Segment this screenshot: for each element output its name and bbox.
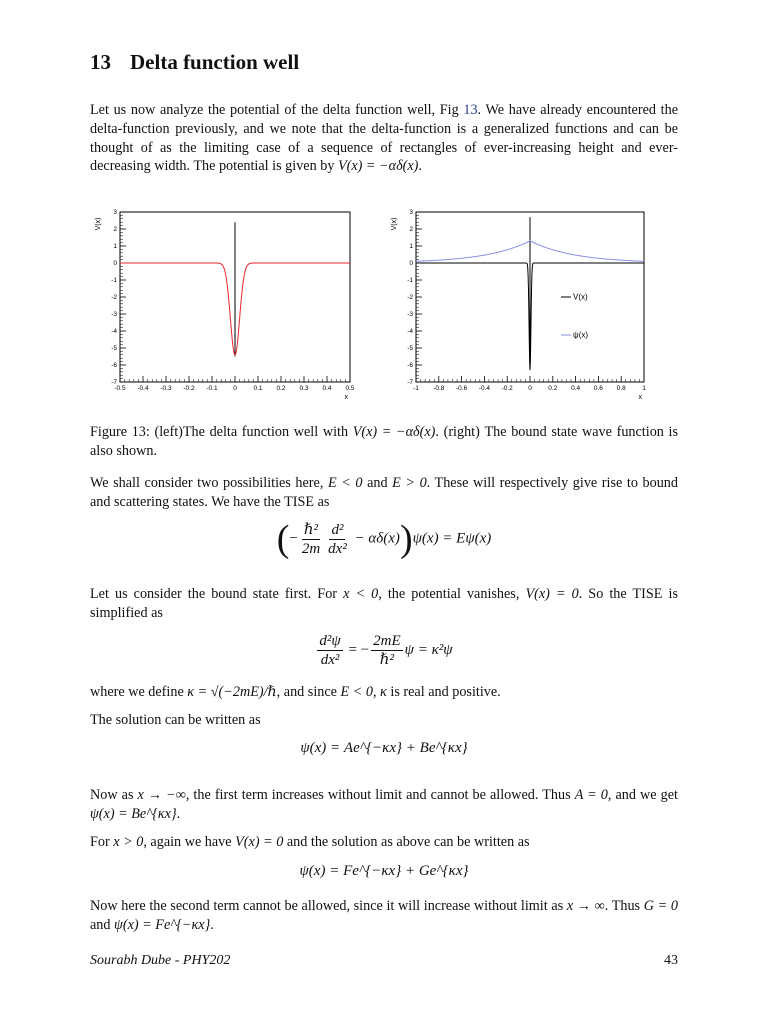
equation-right-solution: ψ(x) = Fe^{−κx} + Ge^{κx} — [299, 863, 469, 879]
x-tick-label: -0.3 — [160, 385, 172, 392]
y-tick-label: -6 — [407, 362, 413, 369]
p8-text-3: and — [90, 916, 115, 933]
y-axis-label: V(x) — [95, 217, 102, 231]
y-tick-label: -4 — [407, 328, 413, 335]
p6-formula-1: x → −∞ — [137, 787, 186, 803]
p8-formula-2: G = 0 — [643, 898, 678, 914]
y-tick-label: -2 — [407, 294, 413, 301]
y-tick-label: 1 — [113, 243, 117, 250]
section-number: 13 — [90, 50, 111, 74]
p2-text-1: We shall consider two possibilities here, — [90, 475, 328, 491]
x-tick-label: 0.4 — [571, 385, 581, 392]
eq2-den-1: dx² — [320, 652, 340, 668]
p2-text-3: . These will respectively give rise to bound and scattering states. We have the TISE as — [90, 475, 678, 510]
eq1-den-1: 2m — [301, 540, 321, 557]
caption-formula: V(x) = −αδ(x) — [352, 424, 436, 440]
p4-formula-3: κ — [380, 684, 387, 700]
footer-author: Sourabh Dube - PHY202 — [90, 953, 231, 968]
y-tick-label: 1 — [409, 243, 413, 250]
p3-text-1: Let us consider the bound state first. For — [90, 586, 344, 602]
p2-text-2: and — [362, 475, 393, 491]
eq2-equals: = − — [344, 641, 370, 658]
x-tick-label: -0.2 — [501, 385, 513, 392]
y-tick-label: -7 — [407, 379, 413, 386]
p6-formula-3: ψ(x) = Be^{κx} — [90, 805, 177, 822]
intro-text-2: . We have already encountered the delta-function previously, and we note that the delta-function is a generalized functions and can be thought of as the limiting case of a sequence of rectangles of ever-increasing height and ever-decreasing width. The potential is given by — [90, 102, 678, 175]
figure-13 — [90, 200, 680, 405]
p2-formula-2: E > 0 — [392, 475, 427, 491]
x-axis-label: x — [638, 394, 642, 401]
p2-formula-1: E < 0 — [327, 475, 363, 491]
section-title-text: Delta function well — [130, 50, 300, 74]
p3-text-2: , the potential vanishes, — [378, 586, 526, 602]
y-tick-label: -6 — [111, 362, 117, 369]
p6-text-1: Now as — [90, 787, 138, 803]
p3-formula-1: x < 0 — [343, 586, 379, 602]
eq1-right-paren: ) — [399, 518, 413, 560]
x-tick-label: -0.8 — [433, 385, 445, 392]
eq2-num-2: 2mE — [373, 633, 401, 649]
x-tick-label: -0.5 — [114, 385, 126, 392]
y-tick-label: 3 — [409, 209, 413, 216]
eq1-minus: − — [289, 530, 298, 547]
intro-end: . — [418, 158, 422, 175]
eq2-rhs: ψ = κ²ψ — [404, 641, 453, 658]
p6-text-3: , and we get — [607, 787, 678, 803]
eq1-left-paren: ( — [276, 518, 290, 560]
x-tick-label: 0.5 — [345, 385, 355, 392]
x-tick-label: -1 — [413, 385, 419, 392]
equation-general-solution: ψ(x) = Ae^{−κx} + Be^{κx} — [300, 740, 468, 756]
legend-label: V(x) — [573, 292, 588, 302]
eq1-num-1: ℏ² — [303, 521, 319, 538]
p8-text-2: . Thus — [604, 898, 644, 914]
eq2-frac-energy — [371, 632, 403, 669]
caption-text-1: (left)The delta function well with — [149, 424, 353, 440]
eq1-den-2: dx² — [328, 540, 347, 557]
x-tick-label: -0.1 — [206, 385, 218, 392]
eq2-den-2: ℏ² — [379, 652, 394, 668]
y-tick-label: 3 — [113, 209, 117, 216]
y-tick-label: -1 — [407, 277, 413, 284]
p6-text-2: , the first term increases without limit and cannot be allowed. Thus — [185, 787, 575, 803]
p4-formula-1: κ = √(−2mE)/ℏ — [187, 684, 277, 700]
y-tick-label: 0 — [409, 260, 413, 267]
paragraph-right-region — [90, 833, 678, 852]
y-axis-label: V(x) — [391, 217, 398, 231]
equation-simplified — [90, 632, 678, 669]
p8-formula-1: x → ∞ — [566, 898, 605, 914]
eq1-rhs: ψ(x) = Eψ(x) — [412, 530, 492, 547]
p7-text-3: and the solution as above can be written as — [283, 834, 530, 850]
p3-formula-2: V(x) = 0 — [525, 586, 579, 602]
p8-formula-3: ψ(x) = Fe^{−κx} — [114, 916, 211, 933]
eq2-num-1: d²ψ — [319, 633, 341, 649]
y-tick-label: 2 — [113, 226, 117, 233]
x-tick-label: 0.2 — [548, 385, 558, 392]
figure-link[interactable]: 13 — [463, 102, 478, 118]
y-tick-label: -5 — [407, 345, 413, 352]
y-tick-label: -4 — [111, 328, 117, 335]
paragraph-solution-intro: The solution can be written as — [90, 712, 261, 728]
p7-formula-2: V(x) = 0 — [235, 834, 284, 850]
x-tick-label: -0.6 — [455, 385, 468, 392]
y-tick-label: -5 — [111, 345, 117, 352]
x-tick-label: 0.3 — [299, 385, 309, 392]
p3-text-3: . So the TISE is simplified as — [90, 586, 678, 621]
y-tick-label: 2 — [409, 226, 413, 233]
p4-text-2: , and since — [276, 684, 341, 700]
x-tick-label: 0 — [528, 385, 532, 392]
p7-text-1: For — [90, 834, 114, 850]
x-tick-label: 0.2 — [276, 385, 286, 392]
intro-text-1: Let us now analyze the potential of the delta function well, Fig — [90, 102, 464, 118]
legend-label: ψ(x) — [573, 330, 589, 340]
y-tick-label: -1 — [111, 277, 117, 284]
eq1-frac-hbar — [300, 521, 322, 558]
eq1-num-2: d² — [331, 521, 344, 538]
paragraph-bound-state — [90, 585, 678, 623]
intro-paragraph — [90, 101, 678, 176]
p4-text-4: is real and positive. — [386, 684, 501, 700]
p6-formula-2: A = 0 — [574, 787, 608, 803]
x-tick-label: 0.6 — [593, 385, 603, 392]
chart-panel-left — [95, 209, 355, 401]
eq1-potential: − αδ(x) — [350, 530, 400, 547]
paragraph-kappa-definition — [90, 683, 678, 702]
x-tick-label: 0.4 — [322, 385, 332, 392]
x-tick-label: 0.1 — [253, 385, 263, 392]
paragraph-final — [90, 897, 678, 935]
figure-caption — [90, 423, 678, 461]
p4-formula-2: E < 0 — [340, 684, 373, 700]
p8-text-4: . — [210, 916, 214, 933]
x-tick-label: 0 — [233, 385, 237, 392]
p8-text-1: Now here the second term cannot be allowed, since it will increase without limit as — [90, 898, 567, 914]
x-tick-label: -0.4 — [478, 385, 491, 392]
y-tick-label: -2 — [111, 294, 117, 301]
p7-formula-1: x > 0 — [113, 834, 144, 850]
y-tick-label: -7 — [111, 379, 117, 386]
y-tick-label: -3 — [111, 311, 117, 318]
caption-label: Figure 13: — [90, 424, 150, 440]
eq2-frac-deriv — [317, 632, 342, 669]
p4-text-1: where we define — [90, 684, 188, 700]
section-title — [90, 50, 299, 75]
equation-tise — [90, 520, 678, 558]
intro-formula: V(x) = −αδ(x) — [337, 158, 419, 175]
x-tick-label: 0.8 — [616, 385, 626, 392]
p6-text-4: . — [176, 805, 181, 822]
p7-text-2: , again we have — [143, 834, 236, 850]
page-number: 43 — [664, 953, 678, 968]
caption-text-2: . (right) The bound state wave function is also shown. — [90, 424, 678, 459]
y-tick-label: -3 — [407, 311, 413, 318]
eq1-frac-deriv — [326, 521, 349, 558]
chart-panel-right — [391, 209, 646, 401]
x-tick-label: -0.4 — [137, 385, 149, 392]
paragraph-left-region — [90, 786, 678, 824]
p4-text-3: , — [372, 684, 381, 700]
x-tick-label: -0.2 — [183, 385, 195, 392]
paragraph-energy-cases — [90, 474, 678, 512]
y-tick-label: 0 — [113, 260, 117, 267]
x-tick-label: 1 — [642, 385, 646, 392]
x-axis-label: x — [344, 394, 348, 401]
